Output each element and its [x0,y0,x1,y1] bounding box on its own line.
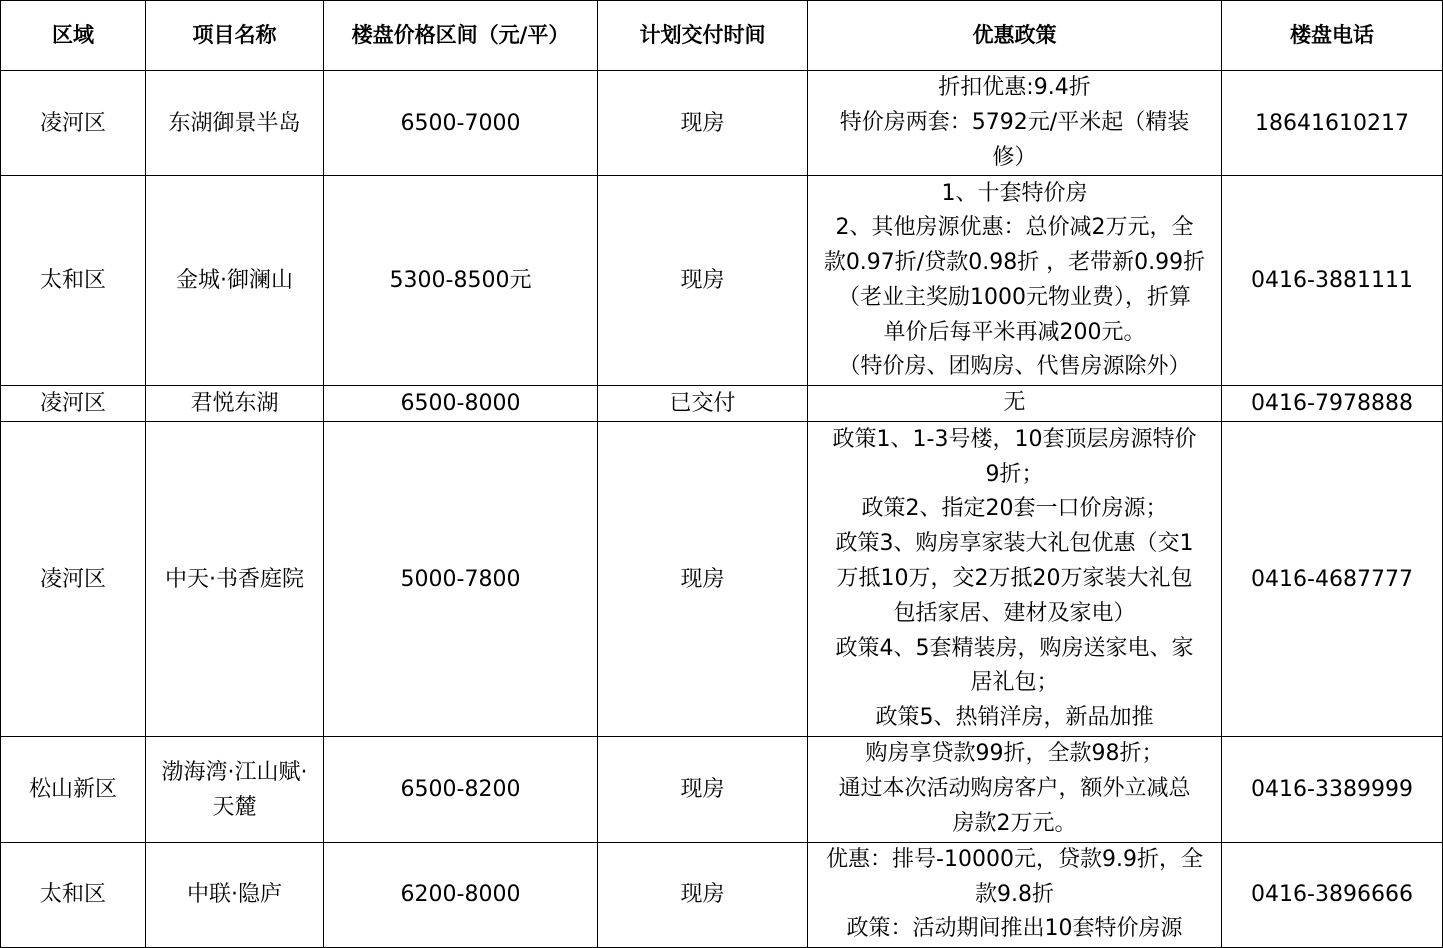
price-cell: 6500-8000 [324,386,598,422]
project-cell: 中天·书香庭院 [146,422,324,737]
policy-cell [808,842,1222,947]
policy-line: 单价后每平米再减200元。 [883,319,1146,345]
delivery-cell: 现房 [598,737,808,842]
policy-line: （老业主奖励1000元物业费），折算 [838,284,1191,310]
district-cell: 凌河区 [1,386,146,422]
policy-line: 万抵10万，交2万抵20万家装大礼包 [836,565,1193,591]
delivery-cell: 已交付 [598,386,808,422]
phone-cell: 0416-4687777 [1222,422,1443,737]
price-cell: 6500-7000 [324,71,598,176]
header-delivery: 计划交付时间 [598,1,808,71]
phone-cell: 0416-7978888 [1222,386,1443,422]
policy-line: 款9.8折 [975,881,1054,907]
project-cell: 东湖御景半岛 [146,71,324,176]
policy-line: 通过本次活动购房客户，额外立减总 [838,776,1191,802]
price-cell: 6200-8000 [324,842,598,947]
policy-cell [808,176,1222,386]
policy-line: 款0.97折/贷款0.98折 ，老带新0.99折 [823,250,1206,276]
policy-line: 政策5、热销洋房，新品加推 [875,705,1154,731]
header-district: 区域 [1,1,146,71]
price-cell: 5300-8500元 [324,176,598,386]
policy-line: 政策2、指定20套一口价房源； [861,496,1168,522]
policy-cell [808,71,1222,176]
price-cell: 6500-8200 [324,737,598,842]
phone-cell: 0416-3389999 [1222,737,1443,842]
phone-cell: 0416-3881111 [1222,176,1443,386]
district-cell: 太和区 [1,176,146,386]
project-cell [146,737,324,842]
table-row [1,842,1443,947]
policy-line: 折扣优惠:9.4折 [938,75,1091,100]
table-row [1,386,1443,422]
policy-line: 优惠：排号-10000元，贷款9.9折，全 [826,846,1203,872]
policy-cell [808,386,1222,422]
project-line: 渤海湾·江山赋· [161,759,308,785]
project-cell: 中联·隐庐 [146,842,324,947]
policy-line: 1、十套特价房 [941,180,1088,206]
phone-cell: 0416-3896666 [1222,842,1443,947]
delivery-cell: 现房 [598,176,808,386]
policy-line: 9折； [985,461,1044,487]
table-row [1,737,1443,842]
policy-line: 购房享贷款99折，全款98折； [865,741,1164,767]
table-row [1,422,1443,737]
policy-line: 包括家居、建材及家电） [893,600,1136,626]
policy-cell [808,422,1222,737]
policy-line: 修） [992,144,1037,170]
policy-line: 特价房两套：5792元/平米起（精装 [839,109,1190,135]
policy-line: 2、其他房源优惠：总价减2万元，全 [835,215,1194,241]
table-row [1,176,1443,386]
project-cell: 金城·御澜山 [146,176,324,386]
policy-line: 政策1、1-3号楼，10套顶层房源特价 [832,426,1197,452]
policy-line: 无 [1003,390,1026,416]
header-row [1,1,1443,71]
delivery-cell: 现房 [598,842,808,947]
district-cell: 太和区 [1,842,146,947]
policy-line: 政策3、购房享家装大礼包优惠（交1 [835,531,1194,557]
delivery-cell: 现房 [598,422,808,737]
district-cell: 松山新区 [1,737,146,842]
district-cell: 凌河区 [1,71,146,176]
policy-cell [808,737,1222,842]
project-cell: 君悦东湖 [146,386,324,422]
policy-line: 政策4、5套精装房，购房送家电、家 [835,635,1194,661]
policy-line: 房款2万元。 [952,810,1077,836]
header-policy: 优惠政策 [808,1,1222,71]
delivery-cell: 现房 [598,71,808,176]
project-line: 天麓 [212,794,257,820]
phone-cell: 18641610217 [1222,71,1443,176]
policy-line: （特价房、团购房、代售房源除外） [838,354,1191,380]
header-project: 项目名称 [146,1,324,71]
price-cell: 5000-7800 [324,422,598,737]
policy-line: 政策：活动期间推出10套特价房源 [846,916,1183,942]
header-phone: 楼盘电话 [1222,1,1443,71]
header-price: 楼盘价格区间（元/平） [324,1,598,71]
district-cell: 凌河区 [1,422,146,737]
table-row [1,71,1443,176]
policy-line: 居礼包； [970,670,1059,696]
